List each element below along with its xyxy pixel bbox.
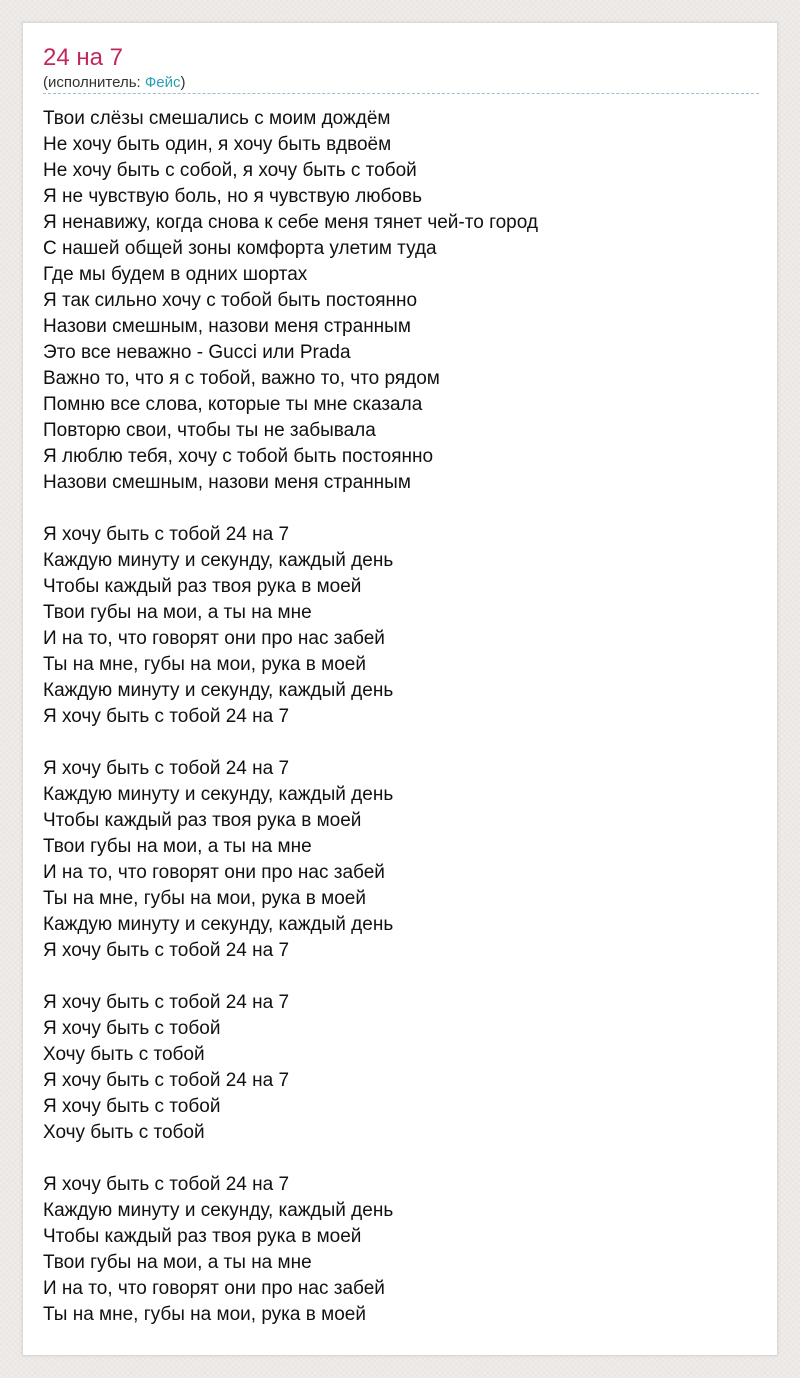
lyric-line: Хочу быть с тобой [43, 1122, 205, 1143]
artist-line [43, 73, 186, 93]
lyric-line: Где мы будем в одних шортах [43, 264, 308, 285]
lyric-line: Твои губы на мои, а ты на мне [43, 836, 312, 857]
lyric-line: Я хочу быть с тобой [43, 1096, 221, 1117]
lyric-line: И на то, что говорят они про нас забей [43, 862, 385, 883]
lyric-line: Ты на мне, губы на мои, рука в моей [43, 654, 366, 675]
lyric-line: Я хочу быть с тобой 24 на 7 [43, 706, 290, 727]
lyric-line: Я ненавижу, когда снова к себе меня тянет чей-то город [43, 212, 538, 233]
lyric-line: Чтобы каждый раз твоя рука в моей [43, 810, 362, 831]
artist-link[interactable]: Фейс [144, 74, 181, 91]
lyrics-stanza [43, 990, 759, 1146]
lyric-line: Чтобы каждый раз твоя рука в моей [43, 576, 362, 597]
lyric-line: Помню все слова, которые ты мне сказала [43, 394, 423, 415]
artist-prefix: (исполнитель: [43, 74, 145, 91]
lyric-line: И на то, что говорят они про нас забей [43, 628, 385, 649]
lyric-line: Я хочу быть с тобой 24 на 7 [43, 524, 290, 545]
lyric-line: Назови смешным, назови меня странным [43, 472, 411, 493]
lyric-line: Не хочу быть с собой, я хочу быть с тобой [43, 160, 417, 181]
lyric-line: Каждую минуту и секунду, каждый день [43, 550, 394, 571]
lyric-line: Каждую минуту и секунду, каждый день [43, 784, 394, 805]
lyric-line: Назови смешным, назови меня странным [43, 316, 411, 337]
lyric-line: Я хочу быть с тобой 24 на 7 [43, 1070, 290, 1091]
lyric-line: Я не чувствую боль, но я чувствую любовь [43, 186, 422, 207]
lyric-line: Ты на мне, губы на мои, рука в моей [43, 888, 366, 909]
title-divider [43, 93, 759, 94]
song-title: 24 на 7 [43, 44, 123, 71]
lyric-line: Каждую минуту и секунду, каждый день [43, 914, 394, 935]
lyrics-stanza [43, 1172, 759, 1328]
lyric-line: Каждую минуту и секунду, каждый день [43, 1200, 394, 1221]
lyric-line: Важно то, что я с тобой, важно то, что рядом [43, 368, 440, 389]
lyric-line: Я люблю тебя, хочу с тобой быть постоянно [43, 446, 434, 467]
lyric-line: Твои слёзы смешались с моим дождём [43, 108, 391, 129]
lyric-line: Я хочу быть с тобой 24 на 7 [43, 940, 290, 961]
lyric-line: Это все неважно - Gucci или Prada [43, 342, 351, 363]
lyric-line: Каждую минуту и секунду, каждый день [43, 680, 394, 701]
artist-suffix: ) [180, 74, 186, 91]
lyric-line: Твои губы на мои, а ты на мне [43, 602, 312, 623]
lyric-line: Я хочу быть с тобой 24 на 7 [43, 1174, 290, 1195]
lyric-line: И на то, что говорят они про нас забей [43, 1278, 385, 1299]
lyric-line: Хочу быть с тобой [43, 1044, 205, 1065]
lyrics-stanza [43, 106, 759, 496]
lyric-line: Я хочу быть с тобой [43, 1018, 221, 1039]
lyrics-body [43, 106, 759, 1354]
lyric-line: Твои губы на мои, а ты на мне [43, 1252, 312, 1273]
lyric-line: Ты на мне, губы на мои, рука в моей [43, 1304, 366, 1325]
lyrics-stanza [43, 756, 759, 964]
lyric-line: Я хочу быть с тобой 24 на 7 [43, 758, 290, 779]
lyrics-card [22, 22, 778, 1356]
lyric-line: Чтобы каждый раз твоя рука в моей [43, 1226, 362, 1247]
lyric-line: Я хочу быть с тобой 24 на 7 [43, 992, 290, 1013]
lyric-line: С нашей общей зоны комфорта улетим туда [43, 238, 437, 259]
lyric-line: Повторю свои, чтобы ты не забывала [43, 420, 376, 441]
lyric-line: Не хочу быть один, я хочу быть вдвоём [43, 134, 392, 155]
lyric-line: Я так сильно хочу с тобой быть постоянно [43, 290, 418, 311]
lyrics-stanza [43, 522, 759, 730]
